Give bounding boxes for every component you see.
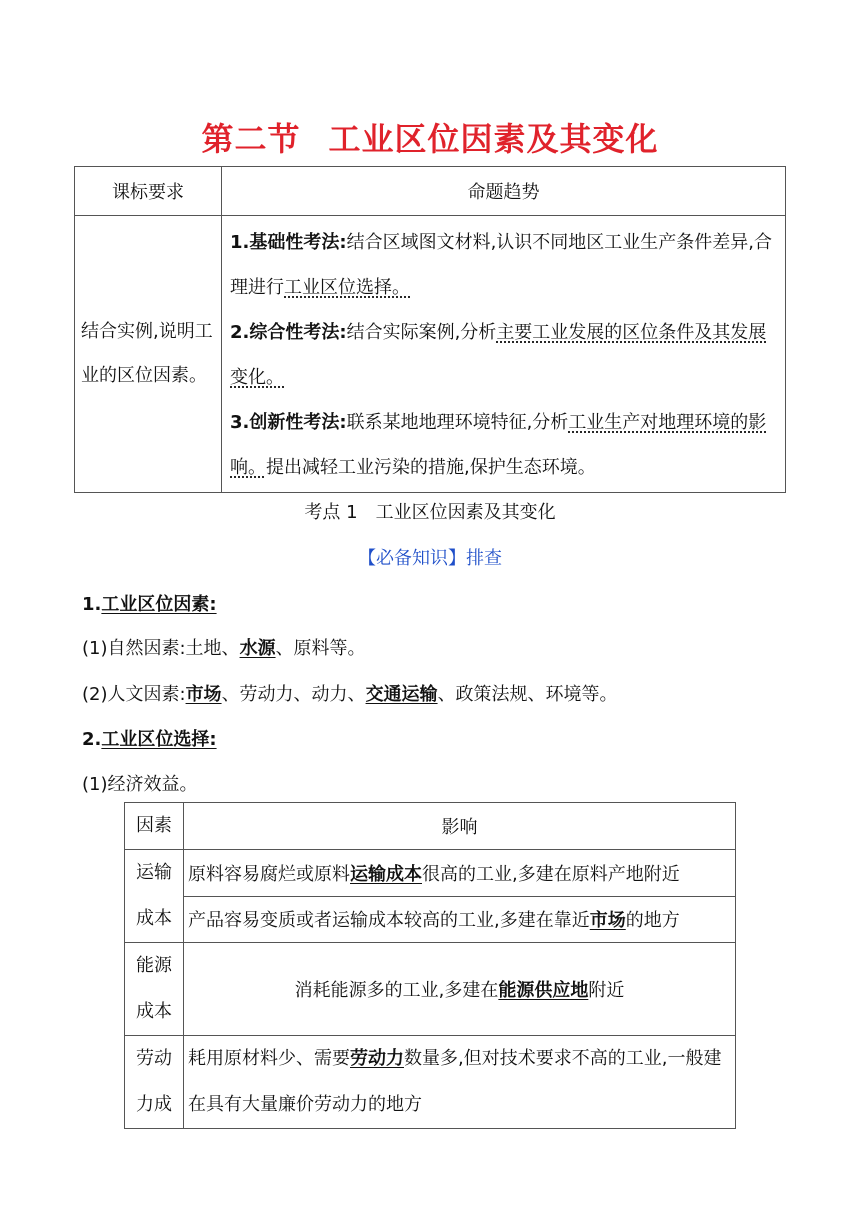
list-item: 3.创新性考法:联系某地地理环境特征,分析工业生产对地理环境的影响。提出减轻工业污染的措施,保护生态环境。 [230,412,767,478]
section-label: 【必备知识】排查 [358,548,502,569]
text-line: (2)人文因素:市场、劳动力、动力、交通运输、政策法规、环境等。 [82,684,618,705]
kaodian-heading: 考点 1 工业区位因素及其变化 [304,502,556,523]
factor-cell: 劳动力成 [125,1036,184,1129]
section-heading: 1.工业区位因素: [82,594,217,615]
table-cell: 耗用原材料少、需要劳动力数量多,但对技术要求不高的工业,一般建在具有大量廉价劳动力的地方 [184,1036,736,1129]
table-header: 命题趋势 [222,167,786,216]
table-header: 影响 [184,803,736,850]
curriculum-table [74,166,786,493]
table-header: 因素 [125,803,184,850]
list-item: 2.综合性考法:结合实际案例,分析主要工业发展的区位条件及其发展变化。 [230,322,767,388]
text-line: (1)经济效益。 [82,774,198,795]
table-header: 课标要求 [75,167,222,216]
text-line: (1)自然因素:土地、水源、原料等。 [82,638,366,659]
section-heading: 2.工业区位选择: [82,729,217,750]
page-title: 第二节 工业区位因素及其变化 [201,120,659,158]
factor-cell: 运输成本 [125,850,184,943]
trend-list [222,216,786,493]
list-item: 1.基础性考法:结合区域图文材料,认识不同地区工业生产条件差异,合理进行工业区位选择。 [230,232,773,298]
factor-table [124,802,736,1129]
table-cell: 原料容易腐烂或原料运输成本很高的工业,多建在原料产地附近 [184,850,736,897]
factor-cell: 能源成本 [125,943,184,1036]
curriculum-requirement: 结合实例,说明工业的区位因素。 [75,216,222,493]
table-cell: 消耗能源多的工业,多建在能源供应地附近 [184,943,736,1036]
table-cell: 产品容易变质或者运输成本较高的工业,多建在靠近市场的地方 [184,896,736,943]
